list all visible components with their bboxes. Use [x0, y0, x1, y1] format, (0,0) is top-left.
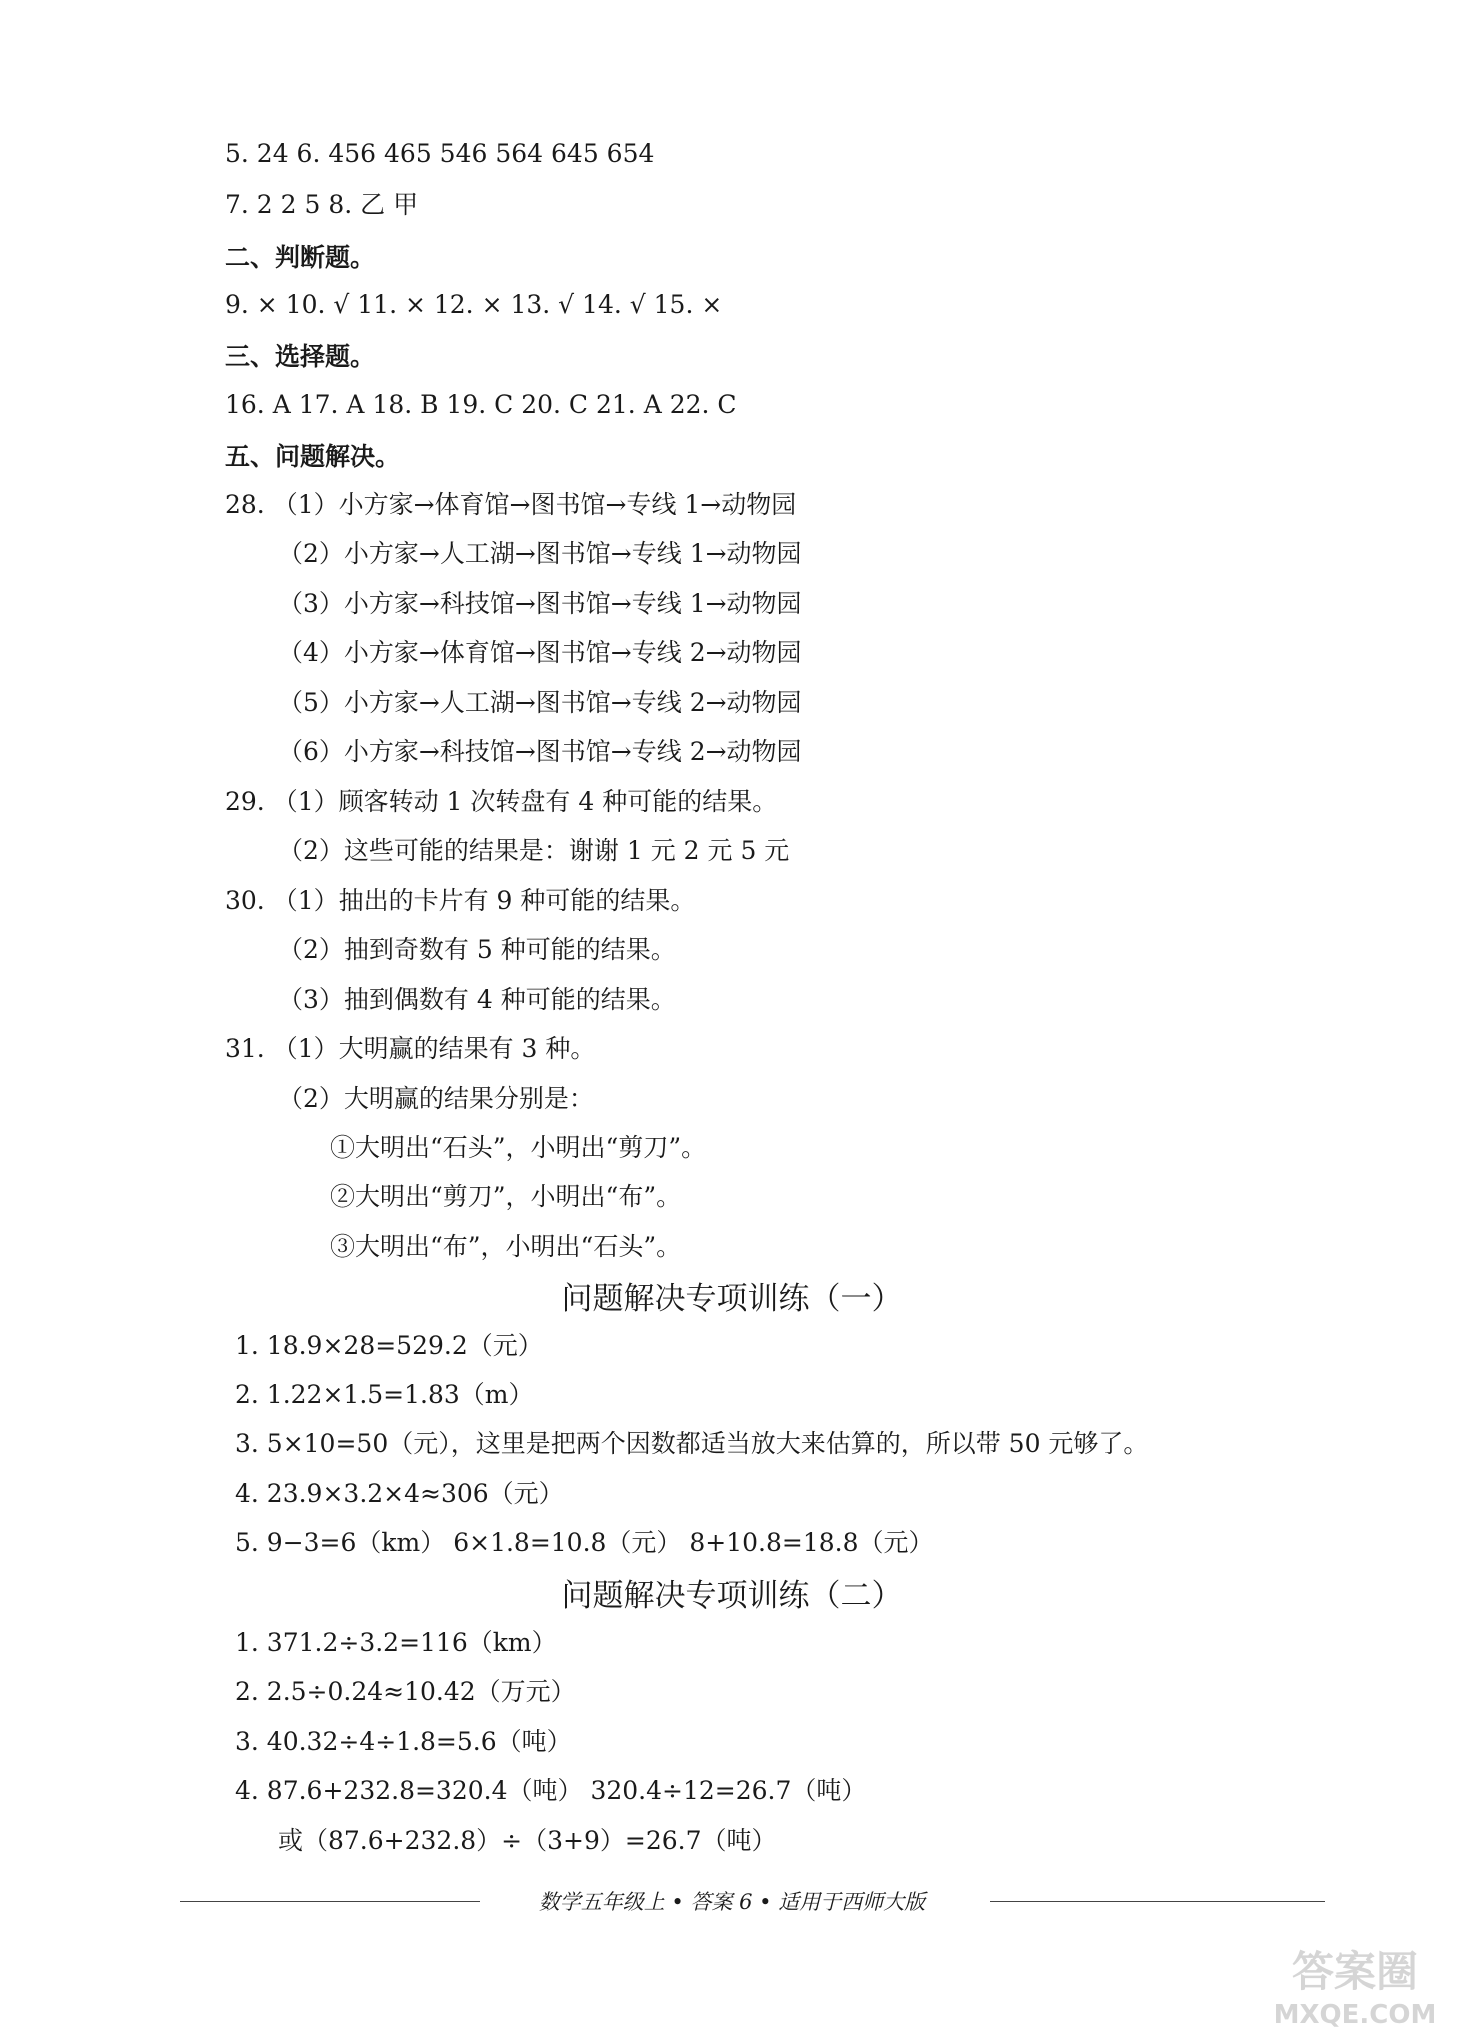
section-title: 问题解决专项训练（一） [561, 1281, 903, 1317]
watermark-logo [1260, 1941, 1450, 2031]
answer-line: （5）小方家→人工湖→图书馆→专线 2→动物园 [278, 688, 802, 717]
answer-line: 30. （1）抽出的卡片有 9 种可能的结果。 [225, 886, 696, 915]
answer-line: 2. 1.22×1.5=1.83（m） [235, 1380, 534, 1409]
answer-line: 4. 23.9×3.2×4≈306（元） [235, 1479, 564, 1508]
answer-line: （2）大明赢的结果分别是： [278, 1084, 594, 1113]
answer-line: 9. × 10. √ 11. × 12. × 13. √ 14. √ 15. × [225, 290, 723, 319]
answer-line: 2. 2.5÷0.24≈10.42（万元） [235, 1677, 576, 1706]
answer-line: 或（87.6+232.8）÷（3+9）=26.7（吨） [278, 1826, 777, 1855]
answer-line: 28. （1）小方家→体育馆→图书馆→专线 1→动物园 [225, 490, 797, 519]
answer-line: （2）这些可能的结果是：谢谢 1 元 2 元 5 元 [278, 836, 790, 865]
answer-line: ②大明出“剪刀”，小明出“布”。 [330, 1182, 682, 1211]
answer-line: 5. 9−3=6（km） 6×1.8=10.8（元） 8+10.8=18.8（元） [235, 1528, 934, 1557]
answer-line: ③大明出“布”，小明出“石头”。 [330, 1232, 682, 1261]
answer-line: 5. 24 6. 456 465 546 564 645 654 [225, 139, 655, 168]
answer-line: 31. （1）大明赢的结果有 3 种。 [225, 1034, 596, 1063]
answer-line: （6）小方家→科技馆→图书馆→专线 2→动物园 [278, 737, 802, 766]
answer-line: （3）小方家→科技馆→图书馆→专线 1→动物园 [278, 589, 802, 618]
answer-line: （4）小方家→体育馆→图书馆→专线 2→动物园 [278, 638, 802, 667]
section-heading: 二、判断题。 [225, 243, 376, 272]
answer-line: 3. 5×10=50（元），这里是把两个因数都适当放大来估算的，所以带 50 元够了。 [235, 1429, 1149, 1458]
answer-line: （3）抽到偶数有 4 种可能的结果。 [278, 985, 676, 1014]
answer-line: 7. 2 2 5 8. 乙 甲 [225, 190, 419, 219]
answer-line: 1. 18.9×28=529.2（元） [235, 1331, 543, 1360]
answer-line: （2）小方家→人工湖→图书馆→专线 1→动物园 [278, 539, 802, 568]
watermark-text: 答案圈 [1291, 1947, 1419, 1996]
page-footer: 数学五年级上 • 答案 6 • 适用于西师大版 [538, 1890, 926, 1914]
answer-line: 16. A 17. A 18. B 19. C 20. C 21. A 22. C [225, 390, 737, 419]
section-title: 问题解决专项训练（二） [561, 1578, 903, 1614]
answer-line: 4. 87.6+232.8=320.4（吨） 320.4÷12=26.7（吨） [235, 1776, 867, 1805]
section-heading: 三、选择题。 [225, 342, 376, 371]
answer-line: 29. （1）顾客转动 1 次转盘有 4 种可能的结果。 [225, 787, 778, 816]
answer-line: （2）抽到奇数有 5 种可能的结果。 [278, 935, 676, 964]
answer-line: 3. 40.32÷4÷1.8=5.6（吨） [235, 1727, 572, 1756]
footer-rule-right [990, 1901, 1325, 1902]
answer-line: ①大明出“石头”，小明出“剪刀”。 [330, 1133, 707, 1162]
watermark-url: MXQE.COM [1273, 2000, 1437, 2030]
answer-line: 1. 371.2÷3.2=116（km） [235, 1628, 557, 1657]
section-heading: 五、问题解决。 [225, 442, 401, 471]
